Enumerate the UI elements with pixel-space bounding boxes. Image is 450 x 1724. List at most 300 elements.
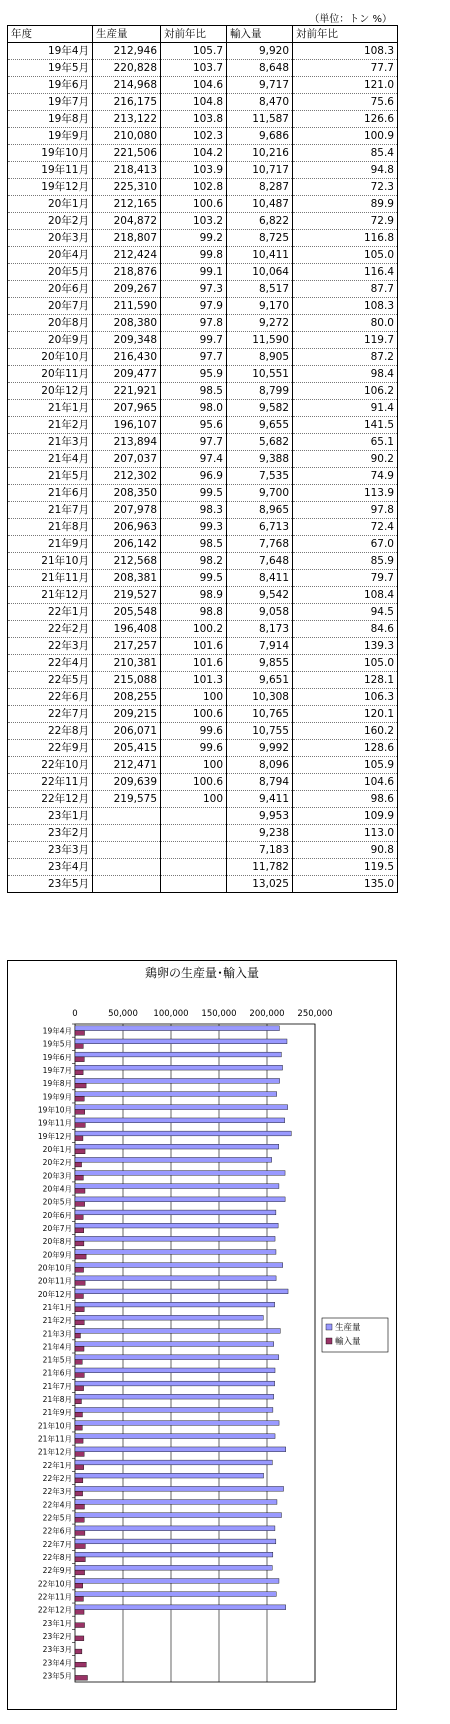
cell-period: 19年7月 <box>8 94 93 111</box>
bar-imports <box>75 1478 83 1483</box>
cell-production-yoy: 100.6 <box>161 196 227 213</box>
table-row <box>8 519 398 536</box>
bar-production <box>75 1539 276 1544</box>
table-row <box>8 128 398 145</box>
cell-production: 211,590 <box>93 298 161 315</box>
cell-production: 205,548 <box>93 604 161 621</box>
bar-production <box>75 1329 280 1334</box>
cell-production: 216,175 <box>93 94 161 111</box>
bar-imports <box>75 1136 83 1141</box>
cell-period: 20年12月 <box>8 383 93 400</box>
bar-imports <box>75 1320 84 1325</box>
table-row <box>8 672 398 689</box>
chart-panel <box>7 960 397 1710</box>
bar-production <box>75 1144 279 1149</box>
cell-production: 207,965 <box>93 400 161 417</box>
cell-production: 212,302 <box>93 468 161 485</box>
bar-production <box>75 1223 278 1228</box>
cell-imports: 8,799 <box>227 383 293 400</box>
cell-period: 21年6月 <box>8 485 93 502</box>
cell-production-yoy: 97.7 <box>161 434 227 451</box>
bar-production <box>75 1381 275 1386</box>
cell-production: 217,257 <box>93 638 161 655</box>
y-tick-label: 19年11月 <box>37 1118 72 1128</box>
table-row <box>8 264 398 281</box>
cell-imports: 10,064 <box>227 264 293 281</box>
cell-production-yoy: 101.3 <box>161 672 227 689</box>
table-row <box>8 417 398 434</box>
cell-production: 209,215 <box>93 706 161 723</box>
table-row <box>8 553 398 570</box>
cell-imports-yoy: 94.8 <box>293 162 398 179</box>
table-row <box>8 366 398 383</box>
cell-imports-yoy: 116.8 <box>293 230 398 247</box>
bar-production <box>75 1065 283 1070</box>
cell-period: 19年10月 <box>8 145 93 162</box>
y-tick-label: 20年12月 <box>37 1289 72 1299</box>
y-tick-label: 20年3月 <box>42 1171 72 1181</box>
bar-production <box>75 1447 286 1452</box>
bar-imports <box>75 1491 83 1496</box>
cell-imports-yoy: 85.9 <box>293 553 398 570</box>
y-tick-label: 22年6月 <box>42 1526 72 1536</box>
cell-imports: 10,765 <box>227 706 293 723</box>
table-row <box>8 774 398 791</box>
cell-production-yoy: 99.5 <box>161 570 227 587</box>
table-row <box>8 94 398 111</box>
cell-production-yoy: 98.9 <box>161 587 227 604</box>
cell-production: 204,872 <box>93 213 161 230</box>
table-row <box>8 77 398 94</box>
bar-imports <box>75 1110 85 1115</box>
bar-imports <box>75 1557 85 1562</box>
cell-imports-yoy: 105.0 <box>293 247 398 264</box>
cell-imports-yoy: 126.6 <box>293 111 398 128</box>
bar-imports <box>75 1465 84 1470</box>
cell-imports-yoy: 106.2 <box>293 383 398 400</box>
cell-imports-yoy: 98.4 <box>293 366 398 383</box>
cell-imports: 10,551 <box>227 366 293 383</box>
cell-imports-yoy: 84.6 <box>293 621 398 638</box>
y-tick-label: 20年5月 <box>42 1197 72 1207</box>
cell-period: 21年8月 <box>8 519 93 536</box>
cell-period: 22年7月 <box>8 706 93 723</box>
bar-production <box>75 1486 284 1491</box>
cell-production-yoy: 97.9 <box>161 298 227 315</box>
y-tick-label: 19年7月 <box>42 1066 72 1076</box>
cell-production-yoy: 103.9 <box>161 162 227 179</box>
cell-imports: 6,713 <box>227 519 293 536</box>
cell-production <box>93 876 161 893</box>
cell-production-yoy <box>161 825 227 842</box>
cell-imports-yoy: 89.9 <box>293 196 398 213</box>
y-tick-label: 21年6月 <box>42 1368 72 1378</box>
cell-imports: 8,517 <box>227 281 293 298</box>
cell-production: 212,471 <box>93 757 161 774</box>
cell-production: 196,107 <box>93 417 161 434</box>
cell-period: 23年3月 <box>8 842 93 859</box>
cell-imports-yoy: 109.9 <box>293 808 398 825</box>
table-row <box>8 451 398 468</box>
cell-production: 209,477 <box>93 366 161 383</box>
bar-production <box>75 1565 272 1570</box>
cell-period: 21年4月 <box>8 451 93 468</box>
table-row <box>8 400 398 417</box>
y-tick-label: 21年10月 <box>37 1421 72 1431</box>
cell-production-yoy <box>161 842 227 859</box>
cell-production-yoy: 102.3 <box>161 128 227 145</box>
table-row <box>8 655 398 672</box>
bar-imports <box>75 1373 84 1378</box>
y-tick-label: 21年8月 <box>42 1395 72 1405</box>
cell-imports: 7,648 <box>227 553 293 570</box>
cell-imports: 7,183 <box>227 842 293 859</box>
bar-production <box>75 1092 277 1097</box>
header-production: 生産量 <box>93 26 161 43</box>
table-row <box>8 230 398 247</box>
cell-period: 20年5月 <box>8 264 93 281</box>
cell-period: 21年11月 <box>8 570 93 587</box>
cell-imports-yoy: 121.0 <box>293 77 398 94</box>
cell-period: 20年1月 <box>8 196 93 213</box>
table-body <box>8 43 398 893</box>
bar-production <box>75 1500 277 1505</box>
y-tick-label: 21年9月 <box>42 1408 72 1418</box>
y-tick-label: 23年3月 <box>42 1645 72 1655</box>
y-tick-label: 19年8月 <box>42 1079 72 1089</box>
cell-imports: 8,794 <box>227 774 293 791</box>
bar-imports <box>75 1083 86 1088</box>
bar-imports <box>75 1057 84 1062</box>
cell-production: 212,165 <box>93 196 161 213</box>
cell-imports: 8,905 <box>227 349 293 366</box>
cell-imports-yoy: 113.0 <box>293 825 398 842</box>
bar-chart <box>8 961 396 1709</box>
cell-production-yoy: 99.7 <box>161 332 227 349</box>
bar-production <box>75 1118 285 1123</box>
table-row <box>8 621 398 638</box>
cell-production: 208,255 <box>93 689 161 706</box>
bar-production <box>75 1394 274 1399</box>
cell-period: 22年6月 <box>8 689 93 706</box>
cell-production-yoy: 98.3 <box>161 502 227 519</box>
x-tick-label: 150,000 <box>201 1009 237 1019</box>
cell-period: 20年10月 <box>8 349 93 366</box>
bar-imports <box>75 1162 82 1167</box>
table-row <box>8 468 398 485</box>
cell-production: 225,310 <box>93 179 161 196</box>
cell-production-yoy: 99.1 <box>161 264 227 281</box>
cell-period: 21年9月 <box>8 536 93 553</box>
bar-production <box>75 1315 263 1320</box>
cell-production: 196,408 <box>93 621 161 638</box>
table-row <box>8 791 398 808</box>
cell-period: 23年1月 <box>8 808 93 825</box>
cell-period: 21年7月 <box>8 502 93 519</box>
cell-period: 22年2月 <box>8 621 93 638</box>
cell-imports-yoy: 80.0 <box>293 315 398 332</box>
y-tick-label: 22年12月 <box>37 1605 72 1615</box>
table-row <box>8 689 398 706</box>
cell-imports: 9,855 <box>227 655 293 672</box>
cell-period: 23年2月 <box>8 825 93 842</box>
cell-production-yoy: 100.6 <box>161 774 227 791</box>
cell-imports-yoy: 97.8 <box>293 502 398 519</box>
cell-imports-yoy: 67.0 <box>293 536 398 553</box>
cell-production-yoy: 103.2 <box>161 213 227 230</box>
header-imports: 輸入量 <box>227 26 293 43</box>
bar-imports <box>75 1360 82 1365</box>
bar-production <box>75 1289 288 1294</box>
bar-production <box>75 1210 276 1215</box>
cell-imports-yoy: 119.5 <box>293 859 398 876</box>
cell-production: 208,350 <box>93 485 161 502</box>
cell-production <box>93 825 161 842</box>
cell-imports-yoy: 72.3 <box>293 179 398 196</box>
cell-production-yoy: 103.8 <box>161 111 227 128</box>
cell-imports-yoy: 128.1 <box>293 672 398 689</box>
bar-imports <box>75 1570 85 1575</box>
cell-production-yoy: 98.5 <box>161 536 227 553</box>
cell-production: 219,575 <box>93 791 161 808</box>
bar-production <box>75 1513 281 1518</box>
bar-imports <box>75 1596 83 1601</box>
y-tick-label: 19年10月 <box>37 1105 72 1115</box>
cell-imports-yoy: 65.1 <box>293 434 398 451</box>
bar-imports <box>75 1254 86 1259</box>
cell-period: 21年3月 <box>8 434 93 451</box>
y-tick-label: 22年9月 <box>42 1566 72 1576</box>
bar-production <box>75 1592 276 1597</box>
bar-imports <box>75 1228 84 1233</box>
y-tick-label: 21年3月 <box>42 1329 72 1339</box>
y-tick-label: 23年5月 <box>42 1671 72 1681</box>
bar-production <box>75 1407 273 1412</box>
x-tick-label: 0 <box>72 1009 78 1019</box>
y-tick-label: 23年1月 <box>42 1618 72 1628</box>
cell-imports: 8,411 <box>227 570 293 587</box>
cell-imports: 5,682 <box>227 434 293 451</box>
table-row <box>8 281 398 298</box>
cell-imports: 8,287 <box>227 179 293 196</box>
cell-imports-yoy: 91.4 <box>293 400 398 417</box>
cell-period: 22年3月 <box>8 638 93 655</box>
cell-production: 214,968 <box>93 77 161 94</box>
cell-imports: 9,058 <box>227 604 293 621</box>
y-tick-label: 20年6月 <box>42 1210 72 1220</box>
cell-period: 19年11月 <box>8 162 93 179</box>
cell-imports: 9,655 <box>227 417 293 434</box>
table-row <box>8 825 398 842</box>
cell-imports: 7,914 <box>227 638 293 655</box>
cell-imports: 11,587 <box>227 111 293 128</box>
bar-imports <box>75 1307 84 1312</box>
cell-imports: 9,700 <box>227 485 293 502</box>
cell-production-yoy: 97.4 <box>161 451 227 468</box>
cell-production-yoy <box>161 808 227 825</box>
bar-imports <box>75 1662 86 1667</box>
cell-production-yoy: 100.6 <box>161 706 227 723</box>
bar-production <box>75 1236 275 1241</box>
cell-imports: 9,388 <box>227 451 293 468</box>
cell-production: 206,963 <box>93 519 161 536</box>
bar-imports <box>75 1096 84 1101</box>
bar-imports <box>75 1333 80 1338</box>
cell-imports-yoy: 108.4 <box>293 587 398 604</box>
cell-period: 22年1月 <box>8 604 93 621</box>
cell-period: 23年5月 <box>8 876 93 893</box>
cell-production-yoy: 99.5 <box>161 485 227 502</box>
cell-imports-yoy: 108.3 <box>293 43 398 60</box>
cell-production: 221,506 <box>93 145 161 162</box>
cell-imports-yoy: 85.4 <box>293 145 398 162</box>
y-tick-label: 22年10月 <box>37 1579 72 1589</box>
cell-production-yoy: 97.8 <box>161 315 227 332</box>
cell-imports-yoy: 160.2 <box>293 723 398 740</box>
bar-production <box>75 1263 283 1268</box>
cell-production: 210,381 <box>93 655 161 672</box>
y-tick-label: 20年8月 <box>42 1237 72 1247</box>
cell-production-yoy: 98.5 <box>161 383 227 400</box>
cell-production: 220,828 <box>93 60 161 77</box>
cell-imports: 8,648 <box>227 60 293 77</box>
cell-production-yoy: 104.8 <box>161 94 227 111</box>
bar-imports <box>75 1294 83 1299</box>
bar-production <box>75 1039 287 1044</box>
cell-period: 22年12月 <box>8 791 93 808</box>
y-tick-label: 21年7月 <box>42 1381 72 1391</box>
cell-period: 21年5月 <box>8 468 93 485</box>
bar-imports <box>75 1267 84 1272</box>
cell-period: 19年8月 <box>8 111 93 128</box>
y-tick-label: 20年11月 <box>37 1276 72 1286</box>
table-row <box>8 383 398 400</box>
cell-production-yoy: 105.7 <box>161 43 227 60</box>
cell-period: 19年12月 <box>8 179 93 196</box>
bar-production <box>75 1171 285 1176</box>
y-tick-label: 20年10月 <box>37 1263 72 1273</box>
bar-production <box>75 1434 275 1439</box>
legend-label: 生産量 <box>335 1323 361 1333</box>
cell-production: 218,807 <box>93 230 161 247</box>
cell-period: 22年8月 <box>8 723 93 740</box>
table-row <box>8 570 398 587</box>
cell-imports: 8,096 <box>227 757 293 774</box>
y-tick-label: 22年3月 <box>42 1487 72 1497</box>
bar-production <box>75 1157 272 1162</box>
y-tick-label: 19年5月 <box>42 1039 72 1049</box>
bar-imports <box>75 1610 84 1615</box>
cell-production: 207,978 <box>93 502 161 519</box>
bar-imports <box>75 1123 85 1128</box>
cell-production-yoy: 95.9 <box>161 366 227 383</box>
bar-production <box>75 1026 279 1031</box>
cell-production-yoy: 101.6 <box>161 638 227 655</box>
cell-production: 218,876 <box>93 264 161 281</box>
cell-production: 212,946 <box>93 43 161 60</box>
cell-imports-yoy: 79.7 <box>293 570 398 587</box>
cell-period: 21年10月 <box>8 553 93 570</box>
x-tick-label: 200,000 <box>249 1009 285 1019</box>
legend-label: 輸入量 <box>335 1337 361 1347</box>
cell-imports-yoy: 72.4 <box>293 519 398 536</box>
cell-imports: 9,272 <box>227 315 293 332</box>
bar-imports <box>75 1346 84 1351</box>
cell-production: 207,037 <box>93 451 161 468</box>
cell-imports: 9,953 <box>227 808 293 825</box>
cell-imports: 10,216 <box>227 145 293 162</box>
data-table <box>7 25 398 893</box>
cell-period: 20年2月 <box>8 213 93 230</box>
y-tick-label: 19年4月 <box>42 1026 72 1036</box>
bar-production <box>75 1368 275 1373</box>
x-tick-label: 50,000 <box>108 1009 138 1019</box>
y-tick-label: 21年2月 <box>42 1316 72 1326</box>
bar-imports <box>75 1070 83 1075</box>
cell-imports: 13,025 <box>227 876 293 893</box>
bar-production <box>75 1342 274 1347</box>
cell-imports-yoy: 87.2 <box>293 349 398 366</box>
table-row <box>8 43 398 60</box>
bar-production <box>75 1552 273 1557</box>
bar-imports <box>75 1412 82 1417</box>
table-row <box>8 162 398 179</box>
bar-production <box>75 1184 279 1189</box>
cell-period: 22年9月 <box>8 740 93 757</box>
bar-production <box>75 1052 281 1057</box>
cell-production-yoy: 100 <box>161 689 227 706</box>
cell-imports: 10,487 <box>227 196 293 213</box>
x-tick-label: 250,000 <box>297 1009 333 1019</box>
bar-production <box>75 1197 285 1202</box>
y-tick-label: 20年1月 <box>42 1145 72 1155</box>
cell-production: 219,527 <box>93 587 161 604</box>
table-row <box>8 196 398 213</box>
cell-production-yoy: 104.6 <box>161 77 227 94</box>
cell-imports-yoy: 104.6 <box>293 774 398 791</box>
cell-production: 209,267 <box>93 281 161 298</box>
table-row <box>8 740 398 757</box>
cell-production: 209,348 <box>93 332 161 349</box>
cell-production-yoy: 95.6 <box>161 417 227 434</box>
bar-imports <box>75 1531 85 1536</box>
table-row <box>8 859 398 876</box>
cell-imports-yoy: 74.9 <box>293 468 398 485</box>
bar-imports <box>75 1425 82 1430</box>
legend-swatch <box>326 1324 332 1330</box>
y-tick-label: 22年5月 <box>42 1513 72 1523</box>
cell-production-yoy <box>161 876 227 893</box>
cell-imports: 11,590 <box>227 332 293 349</box>
table-row <box>8 298 398 315</box>
cell-production-yoy: 100 <box>161 791 227 808</box>
cell-period: 20年8月 <box>8 315 93 332</box>
cell-period: 19年9月 <box>8 128 93 145</box>
cell-imports: 9,992 <box>227 740 293 757</box>
cell-imports: 11,782 <box>227 859 293 876</box>
cell-imports-yoy: 106.3 <box>293 689 398 706</box>
cell-imports: 6,822 <box>227 213 293 230</box>
table-row <box>8 502 398 519</box>
cell-imports: 7,535 <box>227 468 293 485</box>
cell-imports-yoy: 72.9 <box>293 213 398 230</box>
y-tick-label: 22年11月 <box>37 1592 72 1602</box>
cell-imports-yoy: 120.1 <box>293 706 398 723</box>
legend-swatch <box>326 1338 332 1344</box>
cell-production-yoy: 99.3 <box>161 519 227 536</box>
bar-imports <box>75 1175 83 1180</box>
table-row <box>8 808 398 825</box>
